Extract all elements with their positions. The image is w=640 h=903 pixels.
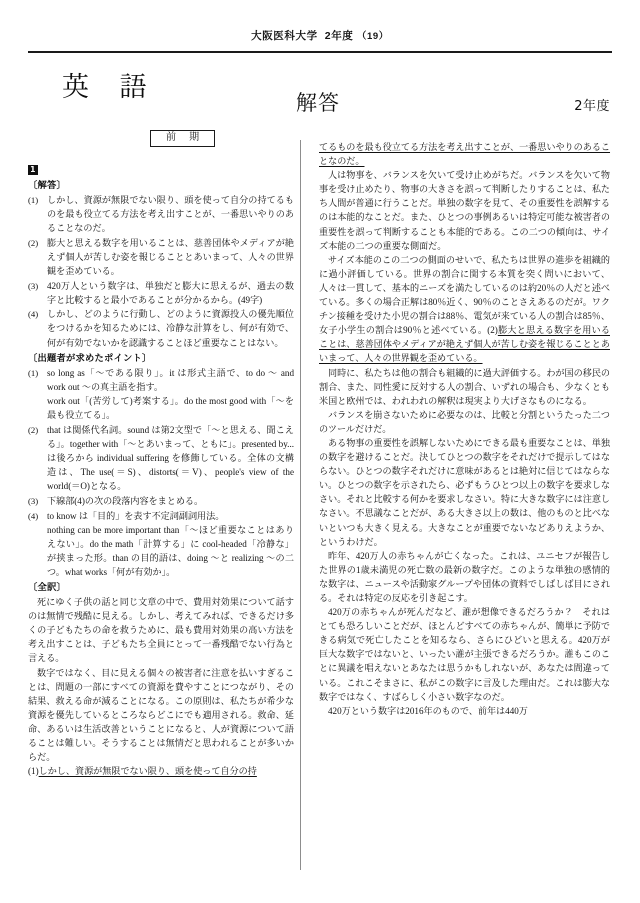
point-item [28, 423, 294, 493]
answer-item-number: (2) [28, 237, 39, 248]
answer-item-number: (1) [28, 195, 39, 206]
point-item [28, 494, 294, 508]
answer-item-text: 膨大と思える数字を用いることは、慈善団体やメディアが絶えず個人が苦しむ姿を報じることとあいまって、人々の世界観を歪めている。 [47, 237, 294, 277]
running-head-page: （19） [356, 31, 389, 42]
translation-paragraph: 420万の赤ちゃんが死んだなど、誰が想像できるだろうか？ それはとても恐ろしいことだが、ほとんどすべての赤ちゃんが、簡単に予防できる病気で死亡したことを知るなら、さらにひどいと思える。420万が巨大な数字ではないと、いったい誰が主張できるだろうか。誰もこのことに異議を唱えないとあなたは思うかもしれないが、あなたは間違っている。これこそまさに、私がこの数字に言及した理由だ。これは膨大な数字ではなく、すばらしく小さい数字なのだ。 [319, 607, 611, 702]
point-item-number: (2) [28, 425, 39, 435]
translation-paragraph: バランスを崩さないために必要なのは、比較と分割というたった二つのツールだけだ。 [319, 409, 610, 434]
year-label: 2年度 [574, 99, 610, 114]
translation-paragraph: 420万という数字は2016年のもので、前年は440万 [328, 705, 528, 716]
translation-paragraph: 昨年、420万人の赤ちゃんが亡くなった。これは、ユニセフが報告した世界の1歳未満児の死亡数の最新の数字だ。このような単独の感情的な数字は、ニュースや活動家グループや団体の資料でしばしば目にされる。それは特定の反応を引き起こす。 [319, 550, 610, 603]
continued-underlined-text: てるものを最も役立てる方法を考え出すことが、一番思いやりのあることなのだ。 [319, 142, 611, 167]
term-badge: 前 期 [150, 130, 215, 147]
point-item-number: (3) [28, 495, 39, 506]
translation-paragraph: 死にゆく子供の話と同じ文章の中で、費用対効果について話すのは無情で残酷に見える。しかし、考えてみれば、できるだけ多くの子どもたちの命を救うために、最も費用対効果の高い方法を考え出すことは、子どもたち全員にとって一番残酷でない行為と言える。 [28, 597, 294, 664]
paragraph-continuation-text: 多くの場合正解は80％近く、90％のことさえあるのだが。ワクチン接種を受けた小児の割合は88％、電気が来ている人の割合は85％、女子小学生の割合は90％と述べている。 [319, 297, 610, 336]
answer-item [28, 193, 294, 235]
point-item-line: so long as「～である限り」。it は形式主語で、to do ～ and work out ～の真主語を指す。 [47, 368, 294, 393]
inline-underline-number: (2) [487, 325, 498, 336]
point-item-line: to know は「目的」を表す不定詞副詞用法。 [47, 510, 225, 521]
answer-item-number: (3) [28, 280, 39, 291]
answer-item [28, 279, 294, 307]
point-item-line: 下線部(4)の次の段落内容をまとめる。 [47, 495, 204, 506]
answer-item-text: しかし、どのように行動し、どのように資源投入の優先順位をつけるかを知るためには、冷静な計算をし、何が有効で、何が有効でないかを認識することほど重要なことはない。 [47, 309, 294, 348]
answer-item-text: 420万人という数字は、単独だと膨大に思えるが、過去の数字と比較すると最小であることが分かるから。(49字) [47, 280, 294, 305]
paragraph-lead-text: サイズ本能のこの二つの側面のせいで、私たちは世界の進歩を組織的に過小評価している。世界の割合に関する本質を突く問いにおいて、人々は一貫して、基本的ニーズを満たしているのは約20％の人だと述べている。 [319, 254, 610, 308]
point-item-text [47, 423, 294, 493]
running-head-year: 2年度 [324, 30, 354, 42]
body-columns [0, 132, 640, 885]
translation-paragraph-with-underline [319, 253, 610, 366]
translation-paragraph: 同時に、私たちは他の割合も組織的に過大評価する。わが国の移民の割合、また、同性愛に反対する人の割合、いずれの場合も、少なくとも米国と欧州では、われわれの解釈は現実より大げさなものになる。 [319, 367, 611, 406]
term-row [28, 132, 294, 156]
page-title: 英 語 [62, 72, 158, 103]
running-head-school: 大阪医科大学 [251, 30, 318, 42]
left-column [0, 132, 300, 778]
point-item [28, 366, 294, 422]
section-heading-points: 〔出題者が求めたポイント〕 [28, 352, 152, 364]
translation-paragraph: ある物事の重要性を誤解しないためにできる最も重要なことは、単独の数字を避けることだ。決してひとつの数字をそれだけで提示してはならない。ひとつの数字それだけに意味があるとは絶対に信じてはならない。ひとつの数字を示されたら、必ずもうひとつ以上の数字を要求しなさい。それと比較する何かを要求しなさい。特に大きな数字には注意しなさい。不思議なことだが、ある大きさ以上の数は、他のものと比べないといつも大きく見える。大きなことが重要でないなどありえようか、というわけだ。 [319, 437, 611, 547]
point-item-text [47, 509, 294, 579]
underlined-paragraph-text: しかし、資源が無限でない限り、頭を使って自分の持 [38, 766, 257, 777]
point-item-text [47, 494, 294, 508]
point-item [28, 509, 294, 579]
translation-underlined-paragraph [28, 764, 294, 778]
answer-item [28, 307, 294, 349]
point-item-line: that は関係代名詞。sound は第2文型で「～と思える、聞こえる」。together with「～とあいまって、ともに」。presented by... は後ろから individual suffering を修飾している。全体の文構造は、The use(＝S)、distorts(＝V)、people's view of the world(＝O)となる。 [47, 425, 294, 492]
question-number-marker: 1 [28, 165, 38, 175]
right-column [300, 140, 632, 870]
section-heading-answer: 〔解答〕 [28, 179, 66, 191]
point-item-line: work out「(苦労して)考案する」。do the most good with「～を最も役立てる」。 [47, 396, 294, 421]
answer-title: 解答 [296, 91, 340, 115]
point-item-number: (4) [28, 510, 39, 521]
running-head [0, 0, 640, 43]
translation-paragraph: 人は物事を、バランスを欠いて受け止めがちだ。バランスを欠いて物事を受け止めたり、物事の大きさを誤って判断したりすることは、私たち人間が普通に行うことだ。単独の数字を見て、その重要性を誤解するのは本能的なことだ。また、ひとつの事例あるいは特定可能な被害者の重要性を誤って判断することも本能的である。この二つの傾向は、サイズ本能の二つの重要な側面だ。 [319, 170, 611, 251]
answer-item-text: しかし、資源が無限でない限り、頭を使って自分の持てるものを最も役立てる方法を考え出すことが、一番思いやりのあることなのだ。 [47, 195, 294, 234]
title-band [0, 53, 640, 139]
translation-paragraph: 数字ではなく、目に見える個々の被害者に注意を払いすぎることは、問題の一部にすべての資源を費やすことにつながり、その結果、救える命が減ることになる。この原則は、私たちが希少な資源を優先しているところならどこにでも適用される。救命、延命、あるいは生活改善ということになると、人が資源について語ることは難しい。そうすることは無情だと思われることが多いからだ。 [28, 667, 294, 763]
answer-item [28, 236, 294, 278]
underlined-paragraph-number: (1) [28, 766, 39, 777]
inline-underlined-text: 膨大と思える数字を用いることは、慈善団体やメディアが絶えず個人が苦しむ姿を報じることとあいまって、人々の世界観を歪めている。 [319, 325, 610, 364]
point-item-number: (1) [28, 368, 39, 379]
point-item-line: nothing can be more important than「～ほど重要なことはありえない」。do the math「計算する」に cool-headed「冷静な」が挟まった形。than の目的語は、doing ～と realizing ～の二つ。what works「何が有効か」。 [47, 524, 294, 577]
answer-item-number: (4) [28, 309, 39, 320]
section-heading-translation: 〔全訳〕 [28, 582, 66, 594]
point-item-text [47, 366, 294, 422]
